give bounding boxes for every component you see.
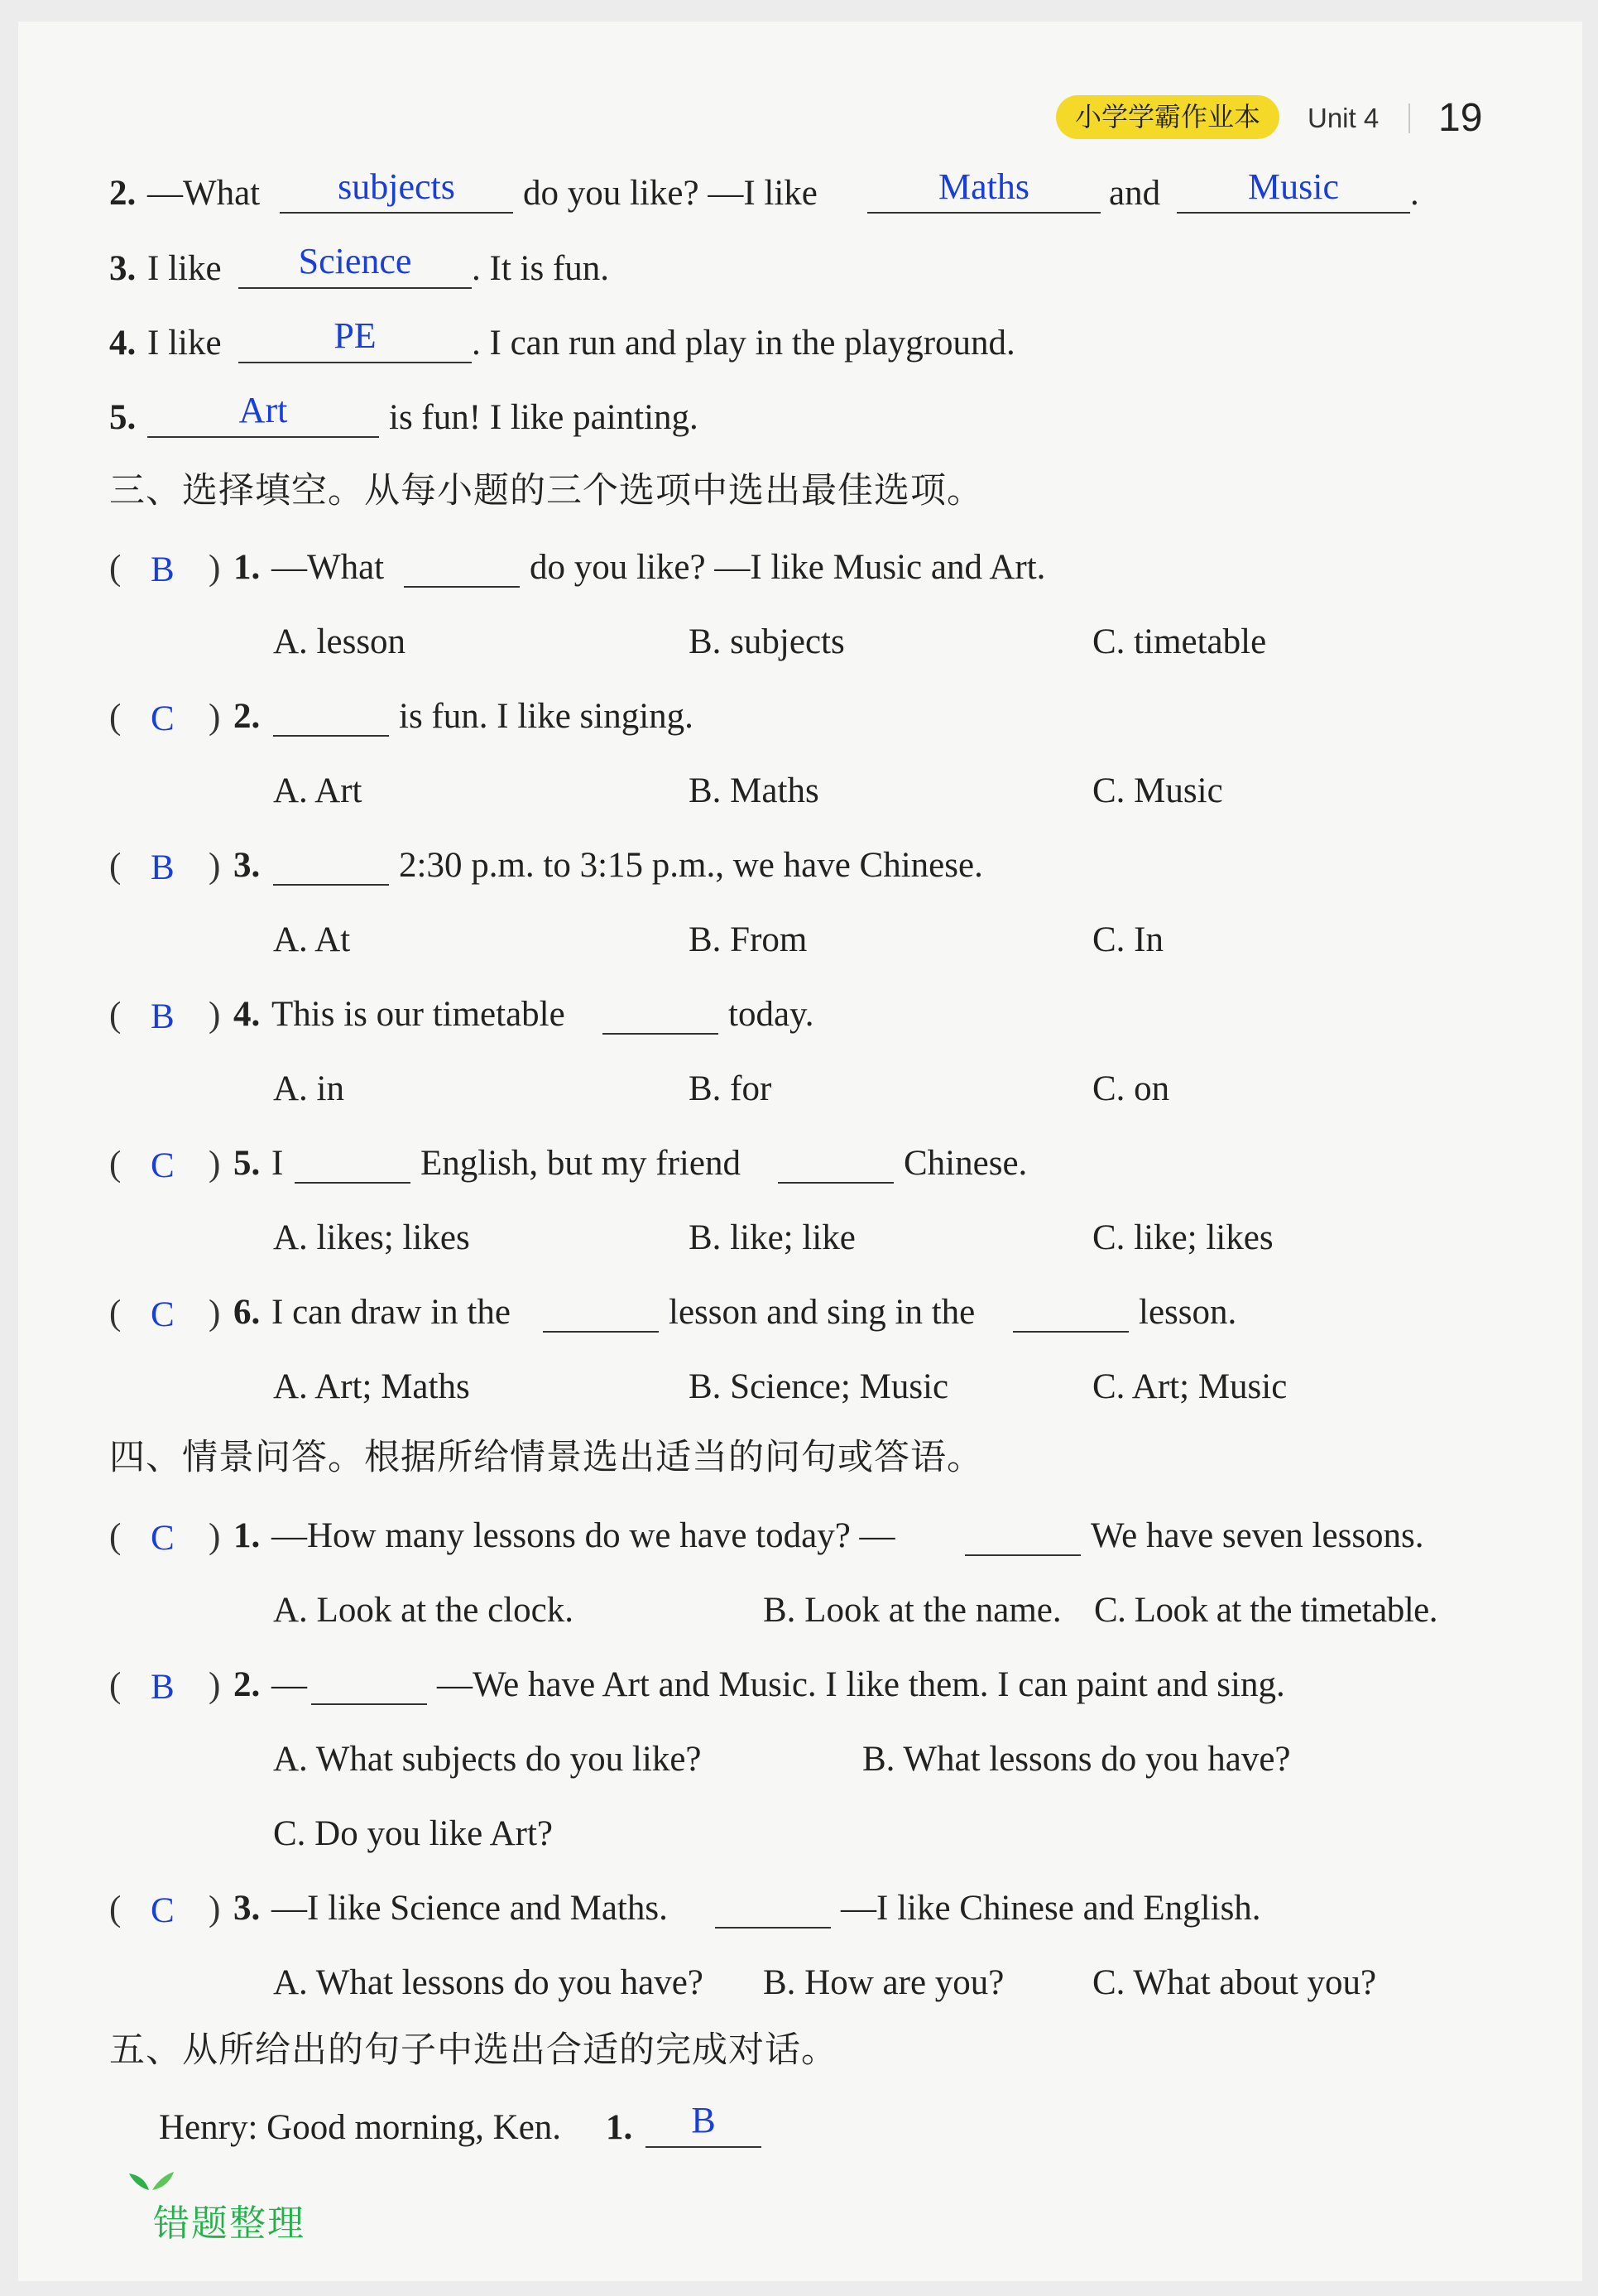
- option-c[interactable]: C. Do you like Art?: [273, 1814, 553, 1853]
- question-text: Chinese.: [904, 1144, 1028, 1183]
- option-a[interactable]: A. Look at the clock.: [273, 1591, 574, 1630]
- question-text: is fun. I like singing.: [399, 697, 693, 736]
- question-number: 2.: [233, 697, 261, 736]
- question-text: I like: [147, 249, 222, 288]
- option-b[interactable]: B. How are you?: [763, 1963, 1005, 2002]
- answer-blank[interactable]: [147, 436, 379, 438]
- question-number: 4.: [109, 324, 137, 363]
- answer-paren-open: (: [109, 1517, 122, 1556]
- section-4-heading: 四、情景问答。根据所给情景选出适当的问句或答语。: [109, 1437, 983, 1478]
- option-c[interactable]: C. on: [1092, 1069, 1170, 1108]
- option-a[interactable]: A. Art; Maths: [273, 1367, 470, 1406]
- handwritten-answer: Science: [298, 241, 412, 281]
- answer-paren-open: (: [109, 1294, 122, 1333]
- section-5-heading: 五、从所给出的句子中选出合适的完成对话。: [109, 2029, 837, 2071]
- answer-paren-close: ): [209, 1517, 221, 1556]
- answer-blank[interactable]: [715, 1927, 831, 1929]
- answer-blank[interactable]: [778, 1182, 894, 1184]
- question-text: —What: [271, 548, 385, 587]
- answer-paren-close: ): [209, 1890, 221, 1929]
- question-text: English, but my friend: [420, 1144, 741, 1183]
- option-b[interactable]: B. Science; Music: [689, 1367, 949, 1406]
- question-text: lesson and sing in the: [669, 1293, 976, 1332]
- chosen-answer: C: [151, 1519, 175, 1558]
- page-number: 19: [1438, 96, 1483, 140]
- question-text: and: [1109, 174, 1161, 213]
- option-c[interactable]: C. What about you?: [1092, 1963, 1377, 2002]
- answer-blank[interactable]: [602, 1033, 718, 1035]
- option-a[interactable]: A. What subjects do you like?: [273, 1740, 702, 1779]
- question-number: 2.: [233, 1665, 261, 1704]
- option-c[interactable]: C. Art; Music: [1092, 1367, 1288, 1406]
- answer-paren-open: (: [109, 1145, 122, 1184]
- question-text: —I like Science and Maths.: [271, 1889, 668, 1928]
- question-text: —: [271, 1665, 307, 1704]
- answer-blank[interactable]: [543, 1331, 659, 1333]
- answer-blank[interactable]: [404, 586, 520, 588]
- handwritten-answer: B: [691, 2100, 716, 2140]
- answer-blank[interactable]: [295, 1182, 410, 1184]
- answer-paren-close: ): [209, 698, 221, 737]
- option-c[interactable]: C. In: [1092, 920, 1164, 959]
- answer-blank[interactable]: [273, 735, 389, 737]
- answer-blank[interactable]: [311, 1703, 427, 1705]
- question-text: We have seven lessons.: [1091, 1516, 1424, 1555]
- question-text: do you like? —I like Music and Art.: [530, 548, 1046, 587]
- option-b[interactable]: B. Maths: [689, 771, 819, 810]
- dialogue-text: Henry: Good morning, Ken.: [159, 2108, 562, 2147]
- question-text: do you like? —I like: [523, 174, 818, 213]
- answer-blank[interactable]: [238, 362, 472, 363]
- answer-blank[interactable]: [238, 287, 472, 289]
- question-text: lesson.: [1139, 1293, 1237, 1332]
- answer-paren-open: (: [109, 549, 122, 588]
- question-text: is fun! I like painting.: [389, 398, 698, 437]
- option-b[interactable]: B. for: [689, 1069, 772, 1108]
- question-text: I: [271, 1144, 284, 1183]
- answer-paren-close: ): [209, 549, 221, 588]
- answer-paren-open: (: [109, 996, 122, 1035]
- handwritten-answer: PE: [334, 315, 377, 356]
- option-a[interactable]: A. Art: [273, 771, 362, 810]
- question-number: 3.: [233, 846, 261, 885]
- option-b[interactable]: B. like; like: [689, 1218, 856, 1257]
- question-text: I can draw in the: [271, 1293, 511, 1332]
- answer-paren-close: ): [209, 1294, 221, 1333]
- option-a[interactable]: A. likes; likes: [273, 1218, 470, 1257]
- question-number: 4.: [233, 995, 261, 1034]
- answer-blank[interactable]: [1013, 1331, 1129, 1333]
- option-b[interactable]: B. subjects: [689, 622, 845, 661]
- answer-paren-close: ): [209, 996, 221, 1035]
- error-notes-label: 错题整理: [153, 2202, 305, 2245]
- answer-blank[interactable]: [867, 212, 1101, 214]
- question-text: —We have Art and Music. I like them. I can paint and sing.: [437, 1665, 1285, 1704]
- answer-paren-open: (: [109, 1890, 122, 1929]
- question-text: I like: [147, 324, 222, 363]
- option-b[interactable]: B. From: [689, 920, 808, 959]
- handwritten-answer: Music: [1248, 166, 1339, 207]
- question-number: 5.: [109, 398, 137, 437]
- chosen-answer: B: [151, 848, 175, 887]
- option-a[interactable]: A. lesson: [273, 622, 406, 661]
- unit-label: Unit 4: [1308, 103, 1380, 133]
- question-number: 1.: [233, 548, 261, 587]
- question-text: —What: [147, 174, 261, 213]
- section-3-heading: 三、选择填空。从每小题的三个选项中选出最佳选项。: [109, 470, 983, 512]
- handwritten-answer: Art: [238, 390, 288, 430]
- option-a[interactable]: A. What lessons do you have?: [273, 1963, 703, 2002]
- option-a[interactable]: A. At: [273, 920, 351, 959]
- question-number: 1.: [233, 1516, 261, 1555]
- handwritten-answer: subjects: [338, 166, 455, 207]
- option-b[interactable]: B. What lessons do you have?: [862, 1740, 1291, 1779]
- handwritten-answer: Maths: [938, 166, 1029, 207]
- question-text: —I like Chinese and English.: [841, 1889, 1261, 1928]
- chosen-answer: C: [151, 1891, 175, 1930]
- chosen-answer: B: [151, 550, 175, 589]
- chosen-answer: C: [151, 1146, 175, 1185]
- leaf-icon: [126, 2169, 175, 2193]
- chosen-answer: C: [151, 1295, 175, 1334]
- question-text: 2:30 p.m. to 3:15 p.m., we have Chinese.: [399, 846, 983, 885]
- answer-blank[interactable]: [645, 2146, 761, 2148]
- answer-blank[interactable]: [280, 212, 513, 214]
- option-c[interactable]: C. like; likes: [1092, 1218, 1274, 1257]
- chosen-answer: C: [151, 699, 175, 738]
- answer-blank[interactable]: [273, 884, 389, 886]
- option-c[interactable]: C. timetable: [1092, 622, 1267, 661]
- answer-blank[interactable]: [965, 1554, 1081, 1556]
- option-c[interactable]: C. Look at the timetable.: [1094, 1591, 1438, 1630]
- answer-paren-open: (: [109, 847, 122, 886]
- option-a[interactable]: A. in: [273, 1069, 344, 1108]
- question-number: 2.: [109, 174, 137, 213]
- answer-paren-open: (: [109, 698, 122, 737]
- book-title-badge: 小学学霸作业本: [1056, 95, 1279, 139]
- answer-paren-open: (: [109, 1666, 122, 1705]
- question-number: 3.: [109, 249, 137, 288]
- chosen-answer: B: [151, 1668, 175, 1707]
- answer-blank[interactable]: [1177, 212, 1410, 214]
- question-number: 1.: [606, 2108, 633, 2147]
- question-text: . It is fun.: [472, 249, 610, 288]
- question-text: This is our timetable: [271, 995, 565, 1034]
- question-number: 6.: [233, 1293, 261, 1332]
- header-divider: [1408, 103, 1410, 133]
- question-text: today.: [728, 995, 814, 1034]
- option-c[interactable]: C. Music: [1092, 771, 1223, 810]
- answer-paren-close: ): [209, 847, 221, 886]
- answer-paren-close: ): [209, 1666, 221, 1705]
- question-text: —How many lessons do we have today? —: [271, 1516, 895, 1555]
- question-text: .: [1410, 174, 1419, 213]
- answer-paren-close: ): [209, 1145, 221, 1184]
- question-number: 3.: [233, 1889, 261, 1928]
- question-number: 5.: [233, 1144, 261, 1183]
- chosen-answer: B: [151, 997, 175, 1036]
- question-text: . I can run and play in the playground.: [472, 324, 1015, 363]
- option-b[interactable]: B. Look at the name.: [763, 1591, 1062, 1630]
